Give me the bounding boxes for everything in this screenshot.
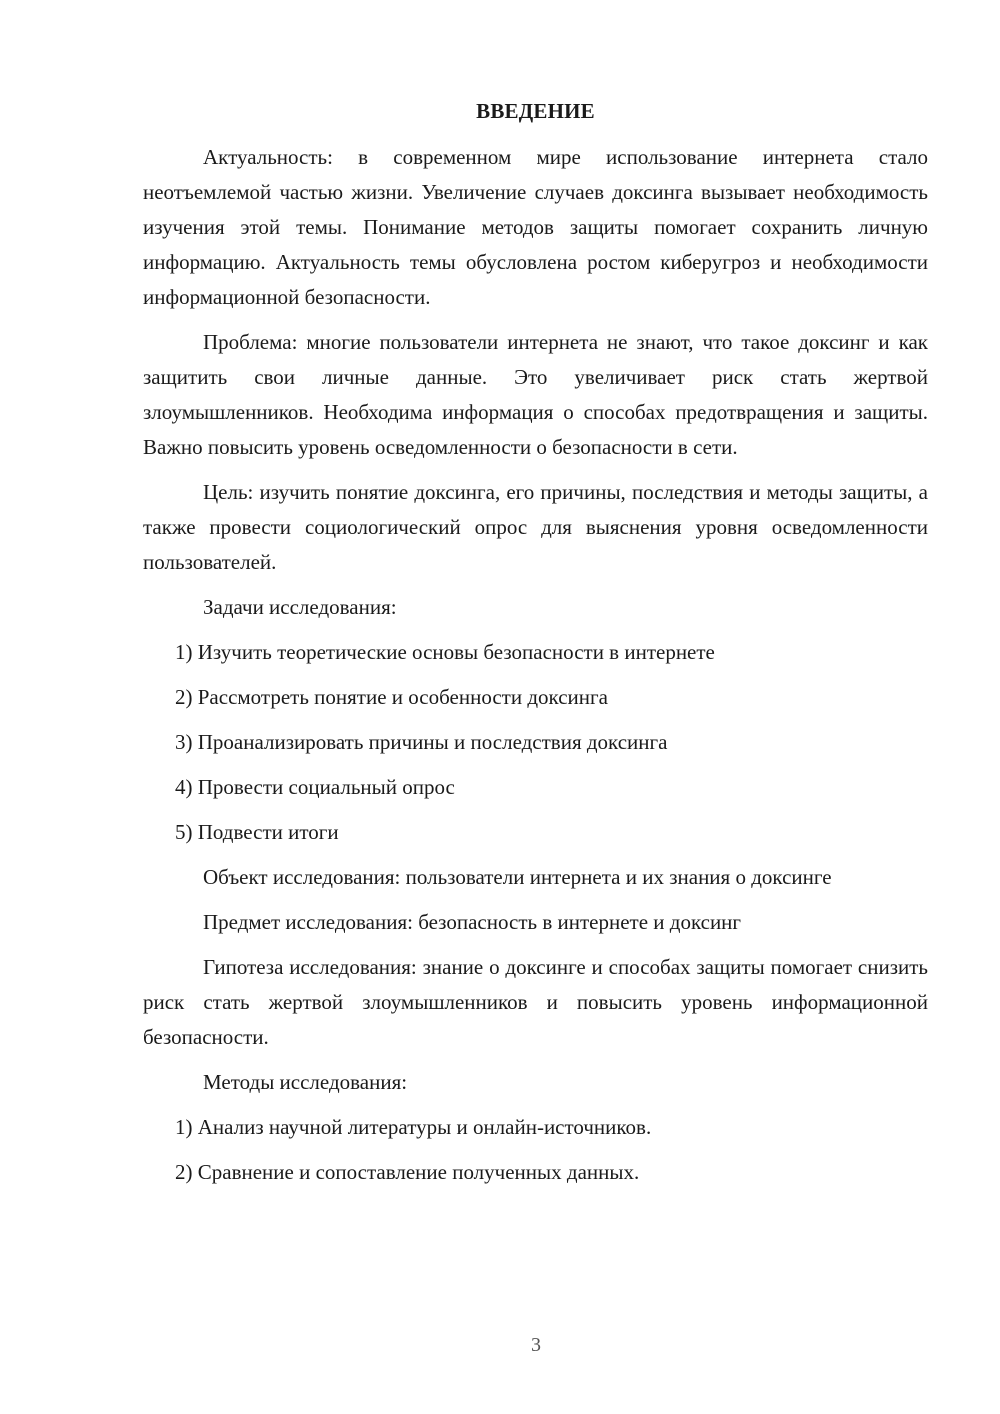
goal-paragraph: Цель: изучить понятие доксинга, его причины, последствия и методы защиты, а также провести социологический опрос для выяснения уровня осведомленности пользователей. — [143, 480, 928, 574]
task-item-4: 4) Провести социальный опрос — [175, 775, 455, 799]
tasks-title: Задачи исследования: — [203, 595, 397, 619]
task-item-3: 3) Проанализировать причины и последствия доксинга — [175, 730, 668, 754]
problem-paragraph: Проблема: многие пользователи интернета не знают, что такое доксинг и как защитить свои личные данные. Это увеличивает риск стать жертвой злоумышленников. Необходима информация о способах предотвращения и защиты. Важно повысить уровень осведомленности о безопасности в сети. — [143, 330, 928, 459]
task-item-1: 1) Изучить теоретические основы безопасности в интернете — [175, 640, 715, 664]
document-page — [143, 96, 928, 1200]
method-item-1: 1) Анализ научной литературы и онлайн-источников. — [175, 1115, 652, 1139]
methods-title: Методы исследования: — [203, 1070, 408, 1094]
relevance-paragraph: Актуальность: в современном мире использование интернета стало неотъемлемой частью жизни. Увеличение случаев доксинга вызывает необходимость изучения этой темы. Понимание методов защиты помогает сохранить личную информацию. Актуальность темы обусловлена ростом киберугроз и необходимости информационной безопасности. — [143, 145, 928, 309]
object-paragraph: Объект исследования: пользователи интернета и их знания о доксинге — [203, 865, 832, 889]
page-title: ВВЕДЕНИЕ — [476, 99, 595, 123]
page-number: 3 — [531, 1334, 541, 1356]
subject-paragraph: Предмет исследования: безопасность в интернете и доксинг — [203, 910, 742, 934]
hypothesis-paragraph: Гипотеза исследования: знание о доксинге и способах защиты помогает снизить риск стать жертвой злоумышленников и повысить уровень информационной безопасности. — [143, 955, 928, 1049]
task-item-2: 2) Рассмотреть понятие и особенности доксинга — [175, 685, 608, 709]
method-item-2: 2) Сравнение и сопоставление полученных данных. — [175, 1160, 640, 1184]
task-item-5: 5) Подвести итоги — [175, 820, 339, 844]
